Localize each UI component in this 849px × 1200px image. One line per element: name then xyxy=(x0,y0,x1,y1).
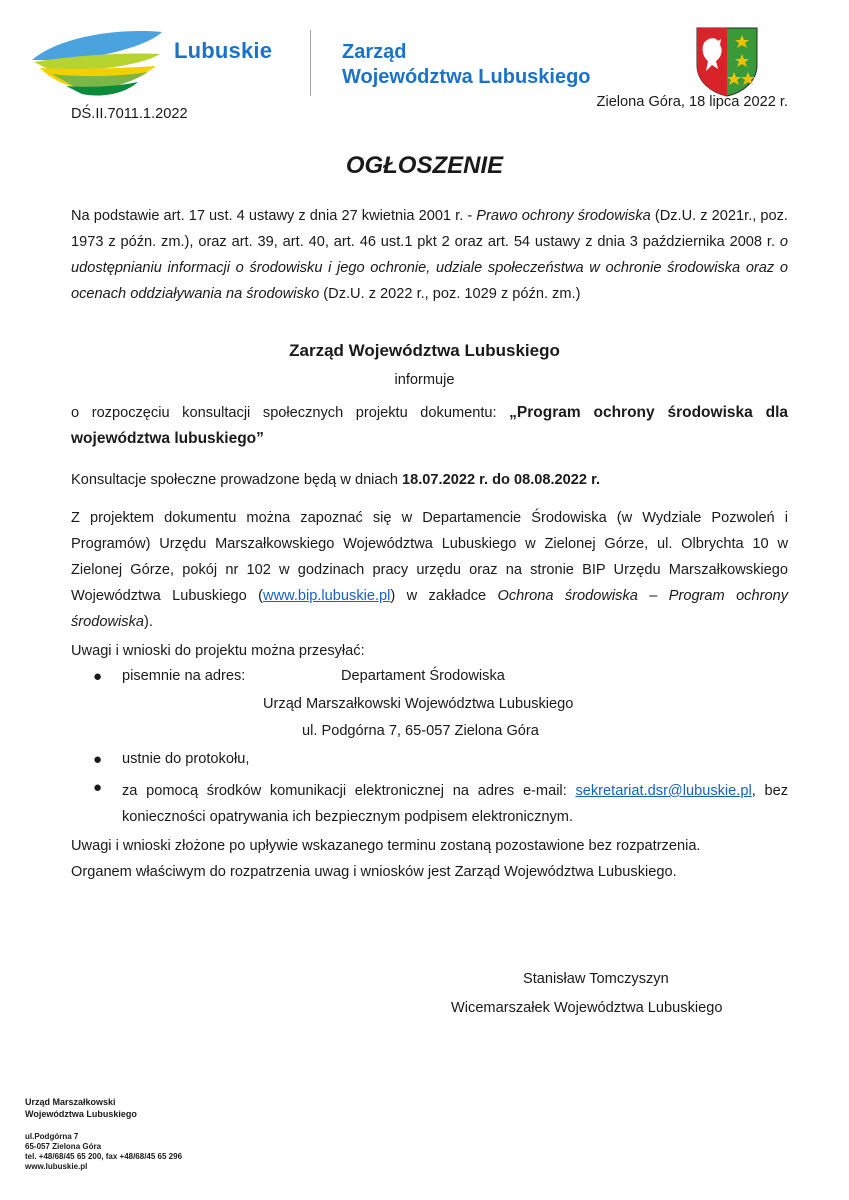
footer-phone: tel. +48/68/45 65 200, fax +48/68/45 65 296 xyxy=(25,1152,183,1161)
address-line-1: Departament Środowiska xyxy=(341,668,505,684)
legal-basis-act-2: o udostępnianiu informacji o środowisku i jego ochronie, udziale społeczeństwa w ochronie środowiska oraz o ocenach oddziaływania na środowisko xyxy=(71,234,788,302)
access-info-paragraph xyxy=(71,505,788,635)
access-tab-name: Ochrona środowiska – Program ochrony środowiska xyxy=(71,588,788,630)
footer-office-line1: Urząd Marszałkowski xyxy=(25,1097,116,1107)
late-submission-note: Uwagi i wnioski złożone po upływie wskazanego terminu zostaną pozostawione bez rozpatrzenia. xyxy=(71,838,701,854)
legal-basis-act-1: Prawo ochrony środowiska xyxy=(476,208,651,224)
signer-title: Wicemarszałek Województwa Lubuskiego xyxy=(451,1000,723,1016)
lubuskie-logo-graphic xyxy=(30,26,165,98)
reference-number: DŚ.II.7011.1.2022 xyxy=(71,106,188,122)
footer-contact xyxy=(25,1132,182,1172)
remarks-intro: Uwagi i wnioski do projektu można przesyłać: xyxy=(71,643,365,659)
program-name: „Program ochrony środowiska dla województwa lubuskiego” xyxy=(71,404,788,447)
electronic-text-1: za pomocą środków komunikacji elektronicznej na adres e-mail: xyxy=(122,783,576,799)
board-title xyxy=(342,40,591,90)
informs-text: informuje xyxy=(394,372,455,388)
coat-of-arms-icon xyxy=(696,27,758,97)
address-line-2: Urząd Marszałkowski Województwa Lubuskiego xyxy=(263,696,574,712)
electronic-text xyxy=(122,778,788,830)
brand-name: Lubuskie xyxy=(174,38,273,63)
bullet-icon: ● xyxy=(93,668,103,685)
legal-basis-paragraph xyxy=(71,203,788,307)
consultation-text: o rozpoczęciu konsultacji społecznych projektu dokumentu: xyxy=(71,405,510,421)
footer-city: 65-057 Zielona Góra xyxy=(25,1142,102,1151)
oral-text: ustnie do protokołu, xyxy=(122,751,250,767)
bip-link[interactable]: www.bip.lubuskie.pl xyxy=(263,588,391,604)
document-title: OGŁOSZENIE xyxy=(345,152,504,179)
legal-basis-text-2: (Dz.U. z 2021r., poz. 1973 z późn. zm.), oraz art. 39, art. 40, art. 46 ust.1 pkt 2 oraz art. 54 ustawy z dnia 3 października 2008 r. xyxy=(71,208,788,250)
signer-name: Stanisław Tomczyszyn xyxy=(523,971,669,987)
authority-note: Organem właściwym do rozpatrzenia uwag i wniosków jest Zarząd Województwa Lubuskiego. xyxy=(71,864,677,880)
consultation-paragraph xyxy=(71,400,788,452)
header-divider xyxy=(310,30,311,96)
period-dates: 18.07.2022 r. do 08.08.2022 r. xyxy=(402,472,600,488)
footer-website[interactable]: www.lubuskie.pl xyxy=(25,1162,88,1171)
footer-office-line2: Województwa Lubuskiego xyxy=(25,1109,137,1119)
footer-street: ul.Podgórna 7 xyxy=(25,1132,79,1141)
legal-basis-text-1: Na podstawie art. 17 ust. 4 ustawy z dnia 27 kwietnia 2001 r. - xyxy=(71,208,477,224)
electronic-text-2: , bez konieczności opatrywania ich bezpiecznym podpisem elektronicznym. xyxy=(122,783,789,825)
board-title-line2: Województwa Lubuskiego xyxy=(342,66,591,88)
access-text-3: ). xyxy=(144,614,153,630)
legal-basis-text-3: (Dz.U. z 2022 r., poz. 1029 z późn. zm.) xyxy=(319,286,581,302)
period-text: Konsultacje społeczne prowadzone będą w dniach xyxy=(71,472,403,488)
footer-office xyxy=(25,1096,137,1120)
access-text-1: Z projektem dokumentu można zapoznać się w Departamencie Środowiska (w Wydziale Pozwoleń i Programów) Urzędu Marszałkowskiego Województwa Lubuskiego w Zielonej Górze, ul. Olbrychta 10 w Zielonej Górze, pokój nr 102 w godzinach pracy urzędu oraz na stronie BIP Urzędu Marszałkowskiego Województwa Lubuskiego ( xyxy=(71,510,788,604)
bullet-icon: ● xyxy=(93,779,103,796)
consultation-period xyxy=(71,467,788,493)
email-link[interactable]: sekretariat.dsr@lubuskie.pl xyxy=(575,783,752,799)
address-line-3: ul. Podgórna 7, 65-057 Zielona Góra xyxy=(302,723,539,739)
board-title-line1: Zarząd xyxy=(342,41,407,63)
bullet-icon: ● xyxy=(93,751,103,768)
place-and-date: Zielona Góra, 18 lipca 2022 r. xyxy=(596,94,788,110)
access-text-2: ) w zakładce xyxy=(390,588,498,604)
issuer-heading: Zarząd Województwa Lubuskiego xyxy=(289,341,560,360)
written-label: pisemnie na adres: xyxy=(122,668,246,684)
